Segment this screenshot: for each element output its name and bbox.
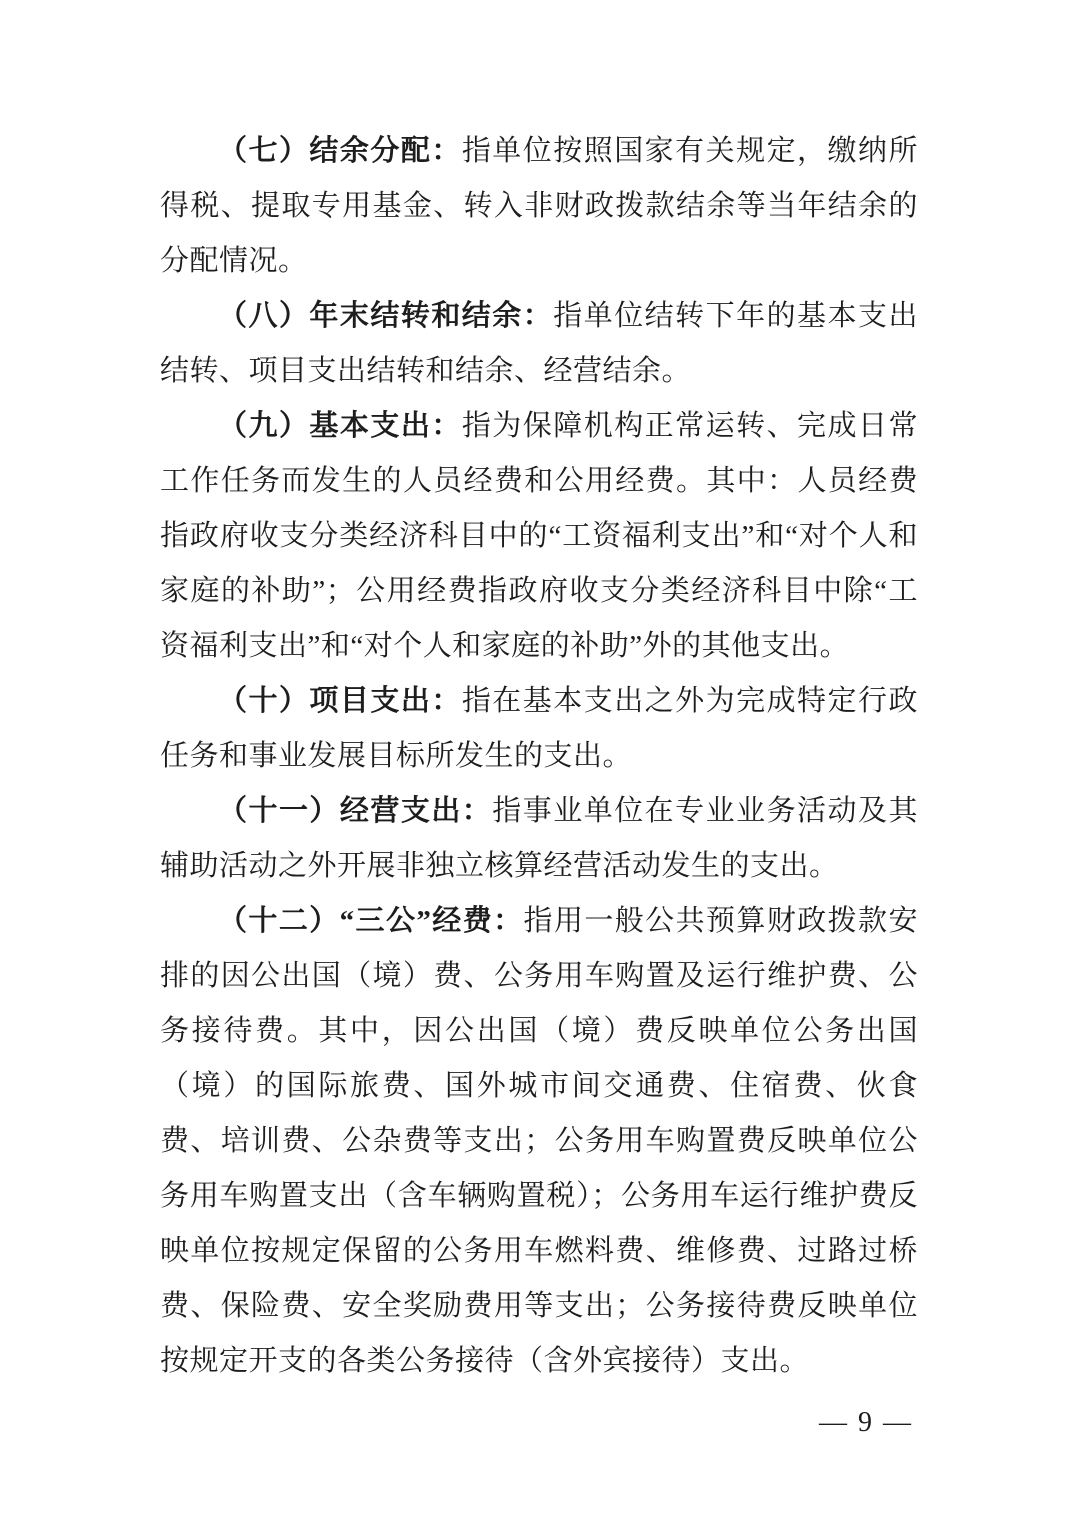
definition-paragraph-9 xyxy=(160,399,918,674)
definition-term: （十一）经营支出： xyxy=(218,795,493,827)
definition-text: 指在基本支出之外为完成特定行政任务和事业发展目标所发生的支出。 xyxy=(160,685,918,772)
definition-paragraph-7 xyxy=(160,124,918,289)
definition-text: 指用一般公共预算财政拨款安排的因公出国（境）费、公务用车购置及运行维护费、公务接待费。其中，因公出国（境）费反映单位公务出国（境）的国际旅费、国外城市间交通费、住宿费、伙食费、培训费、公杂费等支出；公务用车购置费反映单位公务用车购置支出（含车辆购置税）；公务用车运行维护费反映单位按规定保留的公务用车燃料费、维修费、过路过桥费、保险费、安全奖励费用等支出；公务接待费反映单位按规定开支的各类公务接待（含外宾接待）支出。 xyxy=(160,905,918,1377)
definition-term: （十二）“三公”经费： xyxy=(218,905,524,937)
document-body xyxy=(160,124,918,1389)
definition-text: 指为保障机构正常运转、完成日常工作任务而发生的人员经费和公用经费。其中：人员经费指政府收支分类经济科目中的“工资福利支出”和“对个人和家庭的补助”；公用经费指政府收支分类经济科目中除“工资福利支出”和“对个人和家庭的补助”外的其他支出。 xyxy=(160,410,918,662)
definition-paragraph-11 xyxy=(160,784,918,894)
definition-paragraph-8 xyxy=(160,289,918,399)
definition-term: （九）基本支出： xyxy=(218,410,462,442)
definition-term: （八）年末结转和结余： xyxy=(218,300,554,332)
page-number: — 9 — xyxy=(819,1407,913,1438)
definition-text: 指事业单位在专业业务活动及其辅助活动之外开展非独立核算经营活动发生的支出。 xyxy=(160,795,918,882)
definition-text: 指单位结转下年的基本支出结转、项目支出结转和结余、经营结余。 xyxy=(160,300,918,387)
definition-term: （十）项目支出： xyxy=(218,685,462,717)
definition-term: （七）结余分配： xyxy=(218,135,462,167)
definition-text: 指单位按照国家有关规定，缴纳所得税、提取专用基金、转入非财政拨款结余等当年结余的分配情况。 xyxy=(160,135,918,277)
definition-paragraph-10 xyxy=(160,674,918,784)
definition-paragraph-12 xyxy=(160,894,918,1389)
